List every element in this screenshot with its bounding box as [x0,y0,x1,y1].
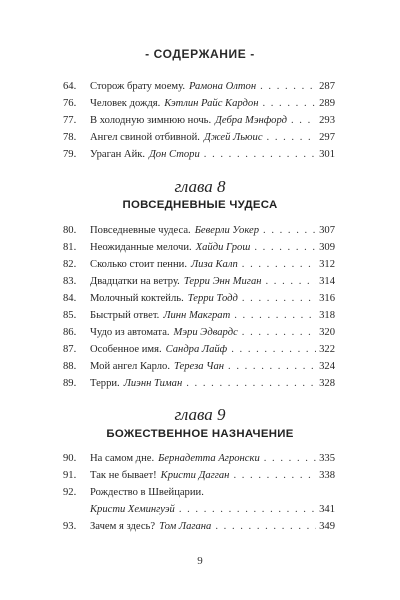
dot-leader [215,518,316,535]
entry-number: 85. [63,310,77,321]
entry-author: Дебра Мэнфорд [215,115,287,126]
entry-author: Кристи Дагган [160,470,230,481]
toc-entry [63,273,335,290]
entry-title: На самом дне. [90,453,155,464]
entry-author: Линн Макграт [163,310,231,321]
entry-title: Особенное имя. [90,344,162,355]
toc-list [63,450,335,535]
entry-title: Ураган Айк. [90,149,146,160]
entry-page: 301 [319,149,335,160]
entry-author: Кэтлин Райс Кардон [164,98,259,109]
entry-author: Кристи Хемингуэй [90,504,175,515]
toc-entry [63,290,335,307]
entry-page: 335 [319,453,335,464]
chapter-label: глава 9 [174,405,226,424]
chapter-title: ПОВСЕДНЕВНЫЕ ЧУДЕСА [122,199,278,211]
dot-leader [291,112,316,129]
entry-author: Хайди Грош [195,242,251,253]
entry-title: Быстрый ответ. [90,310,160,321]
entry-author: Сандра Лайф [165,344,228,355]
toc-entry [63,256,335,273]
entry-page: 328 [319,378,335,389]
dot-leader [260,78,316,95]
entry-author: Джей Льюис [203,132,263,143]
entry-title: Молочный коктейль. [90,293,184,304]
entry-title: Двадцатки на ветру. [90,276,180,287]
entry-number: 78. [63,132,77,143]
toc-entry [63,484,335,518]
entry-author: Лиза Калп [190,259,238,270]
toc-entry [63,239,335,256]
entry-number: 76. [63,98,77,109]
chapter-title: БОЖЕСТВЕННОЕ НАЗНАЧЕНИЕ [106,428,294,440]
entry-page: 341 [319,504,335,515]
entry-title: Зачем я здесь? [90,521,156,532]
page-title: - СОДЕРЖАНИЕ - [145,47,255,61]
toc-entry [63,222,335,239]
entry-title: В холодную зимнюю ночь. [90,115,212,126]
entry-page: 318 [319,310,335,321]
entry-number: 88. [63,361,77,372]
dot-leader [264,450,316,467]
entry-number: 92. [63,487,77,498]
entry-title: Сторож брату моему. [90,81,185,92]
toc-list [63,78,335,163]
entry-number: 86. [63,327,77,338]
toc-entry [63,358,335,375]
dot-leader [204,146,316,163]
entry-author: Беверли Уокер [194,225,260,236]
entry-author: Терри Энн Миган [183,276,262,287]
toc-entry [63,450,335,467]
toc-entry [63,375,335,392]
entry-page: 314 [319,276,335,287]
dot-leader [242,324,316,341]
entry-author: Тереза Чан [174,361,225,372]
entry-page: 287 [319,81,335,92]
entry-number: 64. [63,81,77,92]
entry-number: 89. [63,378,77,389]
entry-number: 91. [63,470,77,481]
dot-leader [263,222,316,239]
entry-title: Мой ангел Карло. [90,361,171,372]
entry-author: Лиэнн Тиман [123,378,183,389]
entry-author: Дон Стори [149,149,200,160]
entry-number: 93. [63,521,77,532]
page-number: 9 [197,555,203,567]
entry-author: Бернадетта Агронски [158,453,260,464]
entry-number: 82. [63,259,77,270]
dot-leader [254,239,316,256]
entry-title: Ангел свиной отбивной. [90,132,200,143]
dot-leader [233,467,316,484]
entry-number: 79. [63,149,77,160]
entry-title: Человек дождя. [90,98,161,109]
dot-leader [262,95,316,112]
entry-page: 312 [319,259,335,270]
entry-title: Сколько стоит пенни. [90,259,187,270]
dot-leader [186,375,316,392]
entry-page: 297 [319,132,335,143]
entry-page: 322 [319,344,335,355]
entry-title: Так не бывает! [90,470,157,481]
entry-title: Неожиданные мелочи. [90,242,192,253]
toc-entry [63,467,335,484]
entry-page: 324 [319,361,335,372]
dot-leader [242,256,316,273]
entry-page: 316 [319,293,335,304]
dot-leader [179,501,316,518]
entry-author: Рамона Олтон [188,81,257,92]
toc-entry [63,78,335,95]
dot-leader [234,307,316,324]
entry-title: Чудо из автомата. [90,327,170,338]
entry-number: 83. [63,276,77,287]
entry-page: 307 [319,225,335,236]
entry-number: 80. [63,225,77,236]
entry-number: 84. [63,293,77,304]
toc-entry [63,518,335,535]
dot-leader [231,341,316,358]
toc-entry [63,146,335,163]
entry-number: 81. [63,242,77,253]
entry-author: Терри Тодд [187,293,238,304]
entry-title: Повседневные чудеса. [90,225,191,236]
entry-number: 77. [63,115,77,126]
toc-entry [63,112,335,129]
entry-page: 309 [319,242,335,253]
entry-number: 87. [63,344,77,355]
entry-page: 338 [319,470,335,481]
dot-leader [266,273,317,290]
entry-author: Мэри Эдвардс [173,327,238,338]
entry-page: 289 [319,98,335,109]
toc-entry [63,95,335,112]
chapter-label: глава 8 [174,177,226,196]
toc-list [63,222,335,392]
toc-entry [63,129,335,146]
entry-title: Рождество в Швейцарии. [90,487,204,498]
toc-entry [63,307,335,324]
toc-entry [63,324,335,341]
entry-title: Терри. [90,378,120,389]
toc-entry [63,341,335,358]
dot-leader [242,290,316,307]
dot-leader [228,358,316,375]
entry-number: 90. [63,453,77,464]
entry-author: Том Лагана [159,521,212,532]
entry-page: 293 [319,115,335,126]
entry-page: 349 [319,521,335,532]
entry-page: 320 [319,327,335,338]
dot-leader [267,129,317,146]
